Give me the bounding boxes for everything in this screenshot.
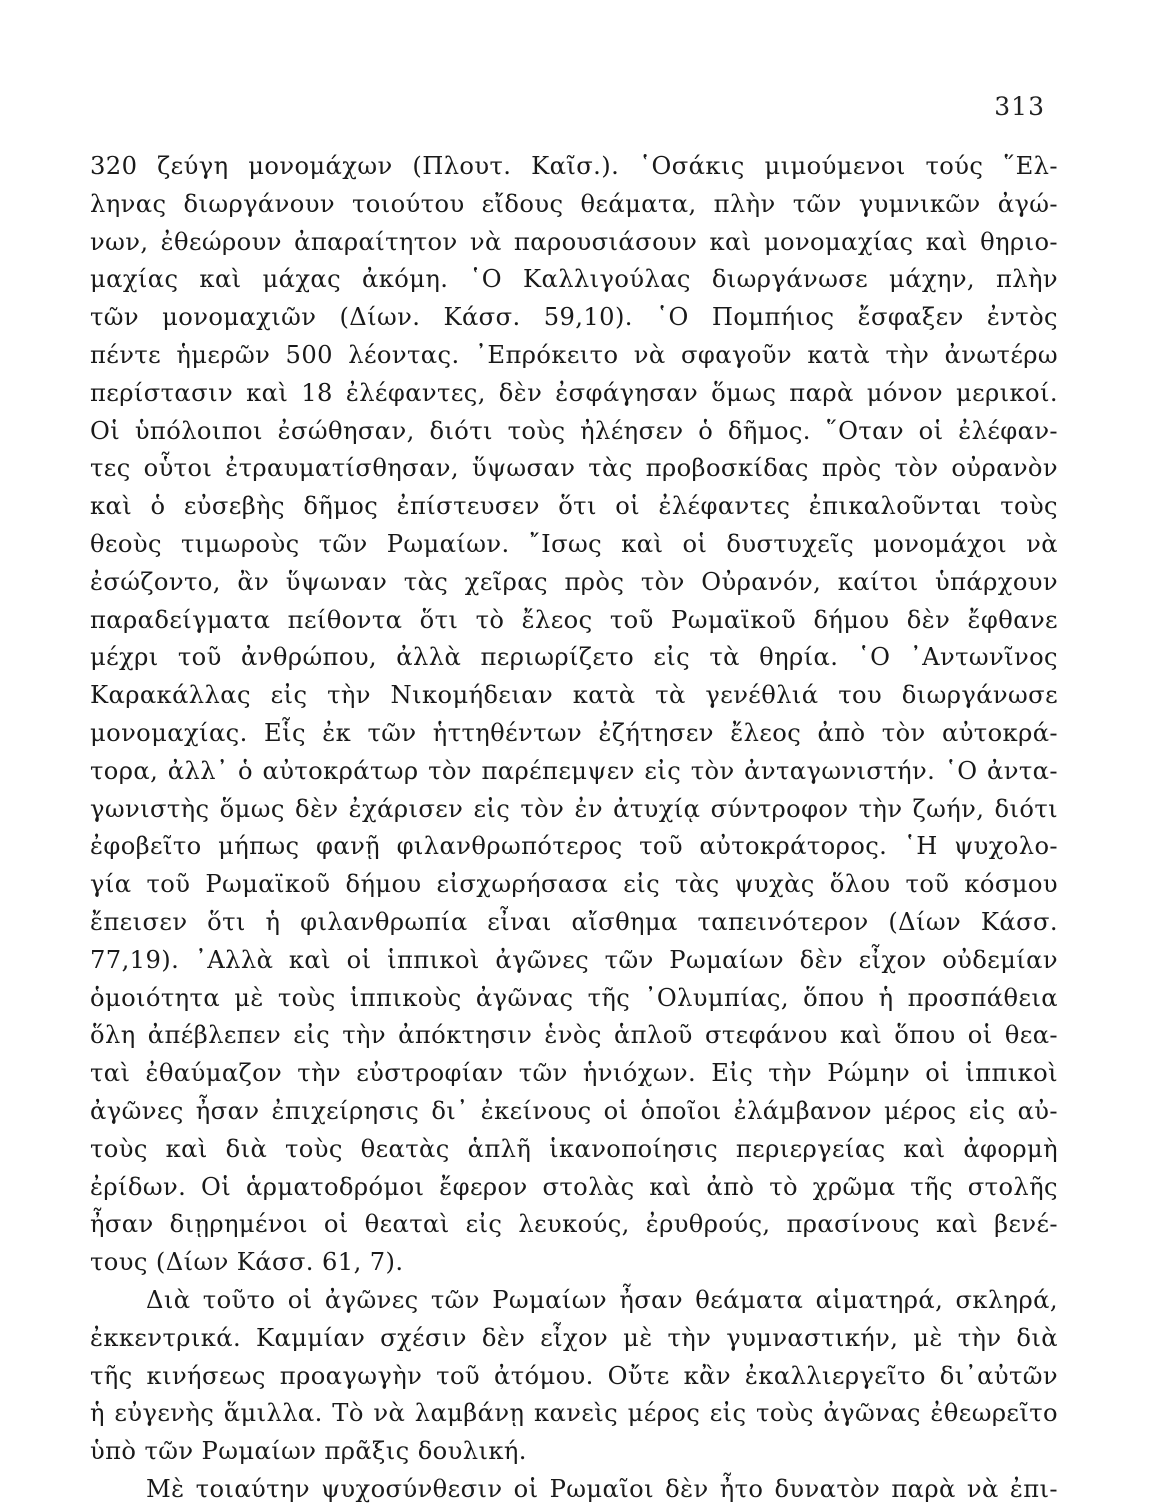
text-line: πέντε ἡμερῶν 500 λέοντας. ᾿Επρόκειτο νὰ σφαγοῦν κατὰ τὴν ἀνωτέρω (90, 340, 1058, 369)
text-line: μονομαχίας. Εἷς ἐκ τῶν ἡττηθέντων ἐζήτησεν ἔλεος ἀπὸ τὸν αὐτοκρά- (90, 718, 1058, 747)
text-line: ἔπεισεν ὅτι ἡ φιλανθρωπία εἶναι αἴσθημα ταπεινότερον (Δίων Κάσσ. (90, 907, 1058, 936)
text-line: Καρακάλλας εἰς τὴν Νικομήδειαν κατὰ τὰ γενέθλιά του διωργάνωσε (90, 681, 1058, 710)
text-line: ἐφοβεῖτο μήπως φανῇ φιλανθρωπότερος τοῦ αὐτοκράτορος. ῾Η ψυχολο- (90, 832, 1058, 861)
text-line: γωνιστὴς ὅμως δὲν ἐχάρισεν εἰς τὸν ἐν ἀτυχίᾳ σύντροφον τὴν ζωήν, διότι (90, 794, 1058, 823)
page-number: 313 (994, 92, 1045, 121)
text-line: ἦσαν διῃρημένοι οἱ θεαταὶ εἰς λευκούς, ἐρυθρούς, πρασίνους καὶ βενέ- (90, 1210, 1058, 1239)
text-line: ὅλη ἀπέβλεπεν εἰς τὴν ἀπόκτησιν ἑνὸς ἁπλοῦ στεφάνου καὶ ὅπου οἱ θεα- (90, 1021, 1058, 1050)
body-text (90, 148, 1058, 1509)
text-line: ληνας διωργάνουν τοιούτου εἴδους θεάματα, πλὴν τῶν γυμνικῶν ἀγώ- (90, 189, 1058, 218)
text-line: μαχίας καὶ μάχας ἀκόμη. ῾Ο Καλλιγούλας διωργάνωσε μάχην, πλὴν (90, 265, 1058, 294)
text-line: ἀγῶνες ἦσαν ἐπιχείρησις δι᾿ ἐκείνους οἱ ὁποῖοι ἐλάμβανον μέρος εἰς αὐ- (90, 1096, 1058, 1125)
text-line: θεοὺς τιμωροὺς τῶν Ρωμαίων. ῎Ισως καὶ οἱ δυστυχεῖς μονομάχοι νὰ (90, 529, 1058, 558)
text-line: μέχρι τοῦ ἀνθρώπου, ἀλλὰ περιωρίζετο εἰς τὰ θηρία. ῾Ο ᾿Αντωνῖνος (90, 643, 1058, 672)
text-line: ἡ εὐγενὴς ἅμιλλα. Τὸ νὰ λαμβάνῃ κανεὶς μέρος εἰς τοὺς ἀγῶνας ἐθεωρεῖτο (90, 1399, 1058, 1428)
text-line: 77,19). ᾿Αλλὰ καὶ οἱ ἱππικοὶ ἀγῶνες τῶν Ρωμαίων δὲν εἶχον οὐδεμίαν (90, 945, 1058, 974)
text-line: ὁμοιότητα μὲ τοὺς ἱππικοὺς ἀγῶνας τῆς ᾿Ολυμπίας, ὅπου ἡ προσπάθεια (90, 983, 1058, 1012)
paragraph-start-line: Μὲ τοιαύτην ψυχοσύνθεσιν οἱ Ρωμαῖοι δὲν ἦτο δυνατὸν παρὰ νὰ ἐπι- (146, 1474, 1058, 1503)
text-line: ταὶ ἐθαύμαζον τὴν εὐστροφίαν τῶν ἡνιόχων. Εἰς τὴν Ρώμην οἱ ἱππικοὶ (90, 1059, 1058, 1088)
text-line: νων, ἐθεώρουν ἀπαραίτητον νὰ παρουσιάσουν καὶ μονομαχίας καὶ θηριο- (90, 227, 1058, 256)
text-line: τῆς κινήσεως προαγωγὴν τοῦ ἀτόμου. Οὔτε κἂν ἐκαλλιεργεῖτο δι᾿αὐτῶν (90, 1361, 1058, 1390)
text-line: παραδείγματα πείθοντα ὅτι τὸ ἔλεος τοῦ Ρωμαϊκοῦ δήμου δὲν ἔφθανε (90, 605, 1058, 634)
paragraph-start-line: Διὰ τοῦτο οἱ ἀγῶνες τῶν Ρωμαίων ἦσαν θεάματα αἱματηρά, σκληρά, (146, 1285, 1058, 1314)
text-line: Οἱ ὑπόλοιποι ἐσώθησαν, διότι τοὺς ἠλέησεν ὁ δῆμος. ῞Οταν οἱ ἐλέφαν- (90, 416, 1058, 445)
text-line: γία τοῦ Ρωμαϊκοῦ δήμου εἰσχωρήσασα εἰς τὰς ψυχὰς ὅλου τοῦ κόσμου (90, 870, 1058, 899)
text-line: τῶν μονομαχιῶν (Δίων. Κάσσ. 59,10). ῾Ο Πομπήιος ἔσφαξεν ἐντὸς (90, 303, 1058, 332)
text-line: τορα, ἀλλ᾿ ὁ αὐτοκράτωρ τὸν παρέπεμψεν εἰς τὸν ἀνταγωνιστήν. ῾Ο ἀντα- (90, 756, 1058, 785)
paragraph-end-line: τους (Δίων Κάσσ. 61, 7). (90, 1248, 404, 1277)
text-line: τοὺς καὶ διὰ τοὺς θεατὰς ἁπλῆ ἱκανοποίησις περιεργείας καὶ ἀφορμὴ (90, 1134, 1058, 1163)
text-line: ἐσώζοντο, ἂν ὕψωναν τὰς χεῖρας πρὸς τὸν Οὐρανόν, καίτοι ὑπάρχουν (90, 567, 1058, 596)
text-line: ἐκκεντρικά. Καμμίαν σχέσιν δὲν εἶχον μὲ τὴν γυμναστικήν, μὲ τὴν διὰ (90, 1323, 1058, 1352)
text-line: 320 ζεύγη μονομάχων (Πλουτ. Καῖσ.). ῾Οσάκις μιμούμενοι τούς ῞Ελ- (90, 152, 1058, 180)
text-line: περίστασιν καὶ 18 ἐλέφαντες, δὲν ἐσφάγησαν ὅμως παρὰ μόνον μερικοί. (90, 378, 1058, 407)
text-line: καὶ ὁ εὐσεβὴς δῆμος ἐπίστευσεν ὅτι οἱ ἐλέφαντες ἐπικαλοῦνται τοὺς (90, 492, 1058, 521)
text-line: τες οὗτοι ἐτραυματίσθησαν, ὕψωσαν τὰς προβοσκίδας πρὸς τὸν οὐρανὸν (90, 454, 1058, 483)
text-line: ἐρίδων. Οἱ ἁρματοδρόμοι ἔφερον στολὰς καὶ ἀπὸ τὸ χρῶμα τῆς στολῆς (90, 1172, 1058, 1201)
paragraph-end-line: ὑπὸ τῶν Ρωμαίων πρᾶξις δουλική. (90, 1437, 527, 1466)
